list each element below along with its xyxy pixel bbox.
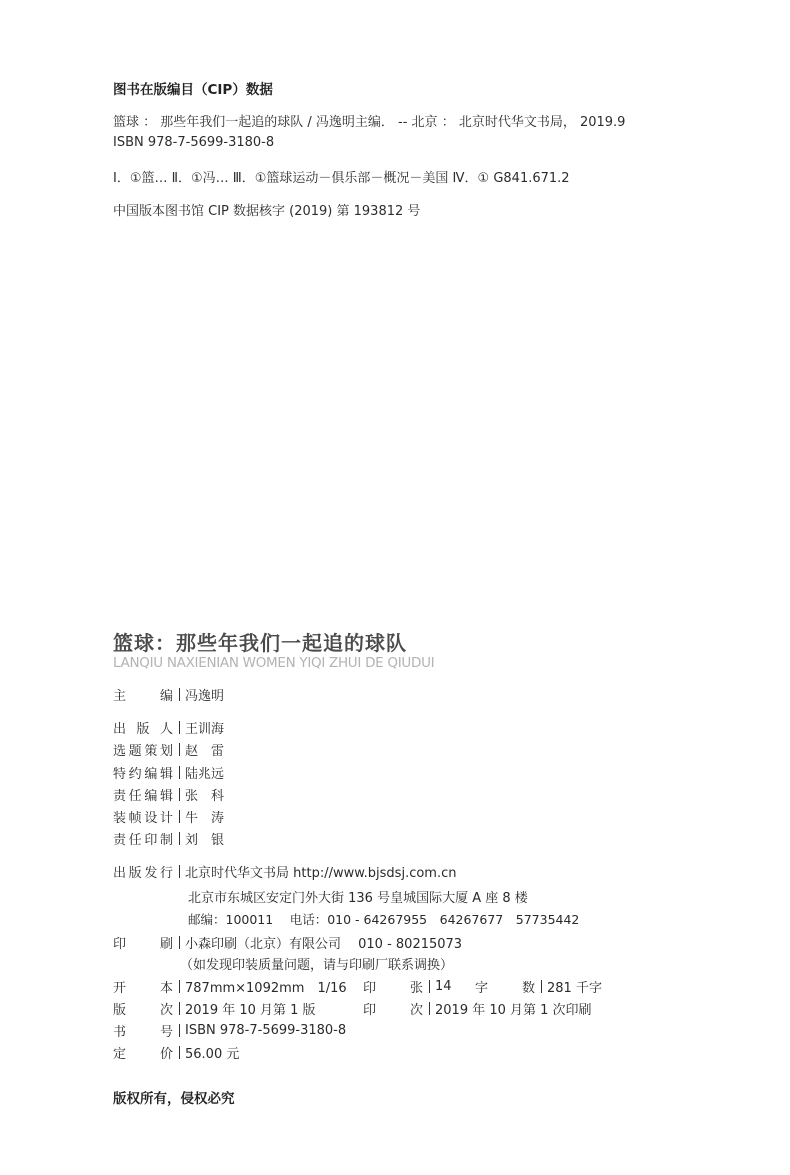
- publisher-label: 出版发行: [113, 866, 173, 881]
- credit-label: 主编: [113, 689, 173, 704]
- credit-label: 特约编辑: [113, 767, 173, 782]
- divider: [179, 810, 180, 823]
- price-row: [113, 1043, 239, 1062]
- edition-label: 版次: [113, 1003, 173, 1018]
- divider: [179, 721, 180, 734]
- printer-note: （如发现印装质量问题，请与印刷厂联系调换）: [180, 958, 454, 973]
- printing-label: 印次: [363, 1003, 423, 1018]
- edition-row: [113, 999, 592, 1018]
- divider: [179, 832, 180, 845]
- publisher-address: 北京市东城区安定门外大街 136 号皇城国际大厦 A 座 8 楼: [188, 891, 528, 906]
- credit-value: 赵 雷: [185, 744, 225, 759]
- credit-row-publisher-person: [113, 718, 224, 737]
- divider: [179, 688, 180, 701]
- book-title: 篮球：那些年我们一起追的球队: [113, 631, 407, 655]
- copyright-notice: 版权所有，侵权必究: [113, 1091, 235, 1107]
- credit-value: 牛 涛: [185, 811, 225, 826]
- divider: [179, 788, 180, 801]
- credit-value: 冯逸明: [185, 689, 225, 704]
- cip-line-2: ISBN 978-7-5699-3180-8: [113, 135, 275, 150]
- words-value: 281 千字: [547, 981, 602, 996]
- credit-value: 王训海: [185, 722, 225, 737]
- credit-row-editor: [113, 685, 224, 704]
- printer-value: 小森印刷（北京）有限公司 010 - 80215073: [185, 937, 463, 952]
- credit-value: 张 科: [185, 789, 225, 804]
- cip-line-3: Ⅰ．①篮… Ⅱ．①冯… Ⅲ．①篮球运动－俱乐部－概况－美国 Ⅳ．① G841.671.2: [113, 171, 570, 186]
- isbn-label: 书号: [113, 1025, 173, 1040]
- format-row: [113, 977, 602, 996]
- isbn-value: ISBN 978-7-5699-3180-8: [185, 1023, 347, 1038]
- credit-label: 责任编辑: [113, 789, 173, 804]
- cip-line-4: 中国版本图书馆 CIP 数据核字 (2019) 第 193812 号: [113, 204, 421, 219]
- printer-label: 印刷: [113, 937, 173, 952]
- credit-value: 刘 银: [185, 833, 225, 848]
- divider: [179, 743, 180, 756]
- sheets-label: 印张: [363, 981, 423, 996]
- publisher-value: 北京时代华文书局 http://www.bjsdsj.com.cn: [185, 866, 457, 881]
- format-value: 787mm×1092mm 1/16: [185, 981, 347, 996]
- credit-row-planner: [113, 740, 224, 759]
- divider: [179, 1002, 180, 1015]
- divider: [179, 936, 180, 949]
- words-label: 字数: [475, 981, 535, 996]
- credit-label: 责任印制: [113, 833, 173, 848]
- cip-heading: 图书在版编目（CIP）数据: [113, 82, 273, 98]
- publisher-row: [113, 862, 456, 881]
- credit-row-special-editor: [113, 763, 224, 782]
- divider: [429, 980, 430, 993]
- printing-value: 2019 年 10 月第 1 次印刷: [435, 1003, 592, 1018]
- credit-label: 装帧设计: [113, 811, 173, 826]
- format-label: 开本: [113, 981, 173, 996]
- credit-row-responsible-editor: [113, 785, 224, 804]
- printer-row: [113, 933, 462, 952]
- price-label: 定价: [113, 1047, 173, 1062]
- divider: [179, 865, 180, 878]
- credit-label: 选题策划: [113, 744, 173, 759]
- sheets-value: 14: [435, 979, 452, 994]
- price-value: 56.00 元: [185, 1047, 240, 1062]
- book-title-pinyin: LANQIU NAXIENIAN WOMEN YIQI ZHUI DE QIUDUI: [113, 655, 435, 671]
- credit-label: 出版人: [113, 722, 173, 737]
- cip-line-1: 篮球 ： 那些年我们一起追的球队 / 冯逸明主编． -- 北京 ： 北京时代华文书局， 2019.9: [113, 115, 626, 130]
- credit-row-designer: [113, 807, 224, 826]
- edition-value: 2019 年 10 月第 1 版: [185, 1003, 316, 1018]
- divider: [179, 766, 180, 779]
- publisher-contact: 邮编：100011 电话：010 - 64267955 64267677 57735442: [188, 912, 580, 927]
- divider: [179, 1046, 180, 1059]
- divider: [429, 1002, 430, 1015]
- isbn-row: [113, 1021, 346, 1040]
- divider: [179, 980, 180, 993]
- divider: [179, 1024, 180, 1037]
- credit-row-print-manager: [113, 829, 224, 848]
- credit-value: 陆兆远: [185, 767, 225, 782]
- divider: [541, 980, 542, 993]
